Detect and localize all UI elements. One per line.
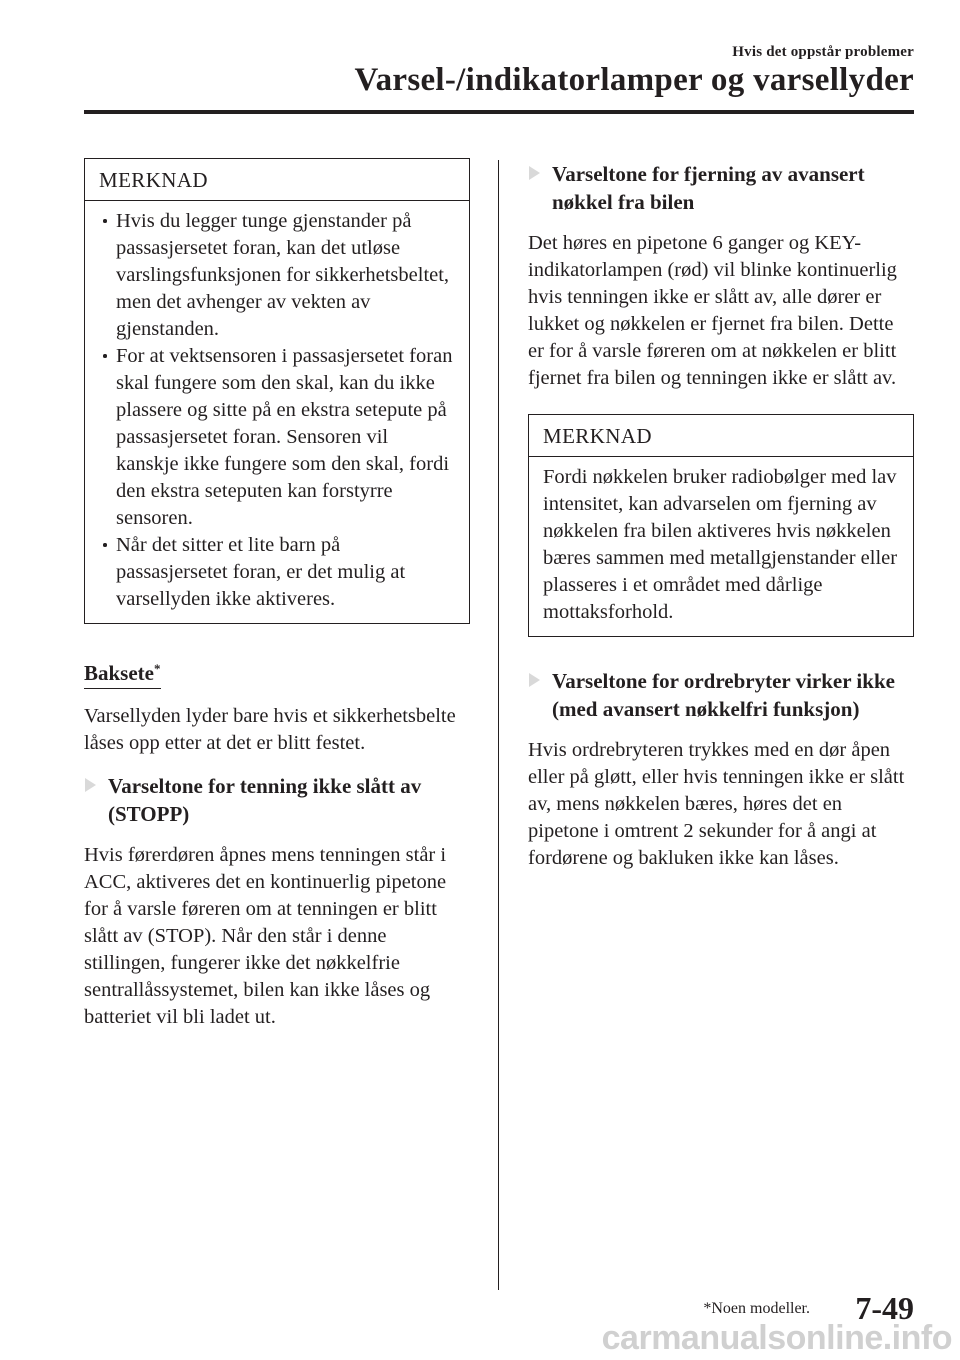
subheading-text: Varseltone for fjerning av avansert nøkkel fra bilen [552, 162, 865, 214]
triangle-marker-icon [529, 673, 540, 687]
note-bullet [99, 343, 455, 532]
note-bullet-text: Hvis du legger tunge gjenstander på passasjersetet foran, kan det utløse varslingsfunksjonen for sikkerhetsbeltet, men det avhenger av vekten av gjenstanden. [116, 210, 450, 340]
subheading-key-removal [528, 160, 914, 216]
triangle-marker-icon [85, 778, 96, 792]
footer-note: *Noen modeller. [703, 1300, 810, 1317]
bullet-dot-icon [99, 208, 116, 343]
request-switch-paragraph: Hvis ordrebryteren trykkes med en dør åpen eller på gløtt, eller hvis tenningen ikke er slått av, mens nøkkelen bæres, høres det en pipetone i omtrent 2 sekunder for å angi at fordørene og bakluken ikke kan låses. [528, 739, 905, 869]
note-bullet-text: Når det sitter et lite barn på passasjersetet foran, er det mulig at varsellyden ikke aktiveres. [116, 534, 406, 610]
subheading-text: Varseltone for ordrebryter virker ikke (med avansert nøkkelfri funksjon) [552, 669, 895, 721]
right-column [528, 160, 914, 872]
model-asterisk: * [154, 661, 161, 676]
note-body: Fordi nøkkelen bruker radiobølger med lav intensitet, kan advarselen om fjerning av nøkkelen fra bilen aktiveres hvis nøkkelen bæres sammen med metallgjenstander eller plasseres i et området med dårlige mottaksforhold. [543, 466, 898, 623]
section-heading-text: Baksete [84, 661, 154, 685]
bullet-dot-icon [99, 343, 116, 532]
page-title: Varsel-/indikatorlamper og varsellyder [354, 62, 914, 98]
note-bullet [99, 532, 455, 613]
note-heading: MERKNAD [85, 159, 469, 201]
subheading-paragraph: Hvis førerdøren åpnes mens tenningen står i ACC, aktiveres det en kontinuerlig pipetone for å varsle føreren om at tenningen er blitt slått av (STOP). Når den står i denne stillingen, fungerer ikke det nøkkelfrie sentrallåssystemet, bilen kan ikke låses og batteriet vil bli ladet ut. [84, 844, 447, 1028]
subheading-ignition-warning [84, 772, 470, 828]
note-box-right [528, 414, 914, 637]
note-heading: MERKNAD [529, 415, 913, 457]
triangle-marker-icon [529, 166, 540, 180]
column-divider [498, 160, 499, 1290]
watermark: carmanualsonline.info [601, 1319, 952, 1357]
note-bullet-text: For at vektsensoren i passasjersetet foran skal fungere som den skal, kan du ikke plassere og sitte på en ekstra setepute på passasjersetet foran. Sensoren vil kanskje ikke fungere som den skal, fordi den ekstra seteputen kan forstyrre sensoren. [116, 345, 453, 529]
page-number: 7-49 [855, 1290, 914, 1326]
subheading-text: Varseltone for tenning ikke slått av (STOPP) [108, 774, 422, 826]
header-rule [84, 110, 914, 114]
section-heading-baksete [84, 660, 161, 689]
left-column [84, 158, 470, 1031]
section-paragraph: Varsellyden lyder bare hvis et sikkerhetsbelte låses opp etter at det er blitt festet. [84, 705, 456, 754]
note-body [85, 201, 469, 623]
header-section-label: Hvis det oppstår problemer [732, 44, 914, 60]
note-bullet [99, 208, 455, 343]
subheading-request-switch [528, 667, 914, 723]
key-removal-paragraph: Det høres en pipetone 6 ganger og KEY-indikatorlampen (rød) vil blinke kontinuerlig hvis tenningen ikke er slått av, alle dører er lukket og nøkkelen er fjernet fra bilen. Dette er for å varsle føreren om at nøkkelen er blitt fjernet fra bilen og tenningen ikke er slått av. [528, 232, 897, 389]
note-box-left [84, 158, 470, 624]
bullet-dot-icon [99, 532, 116, 613]
